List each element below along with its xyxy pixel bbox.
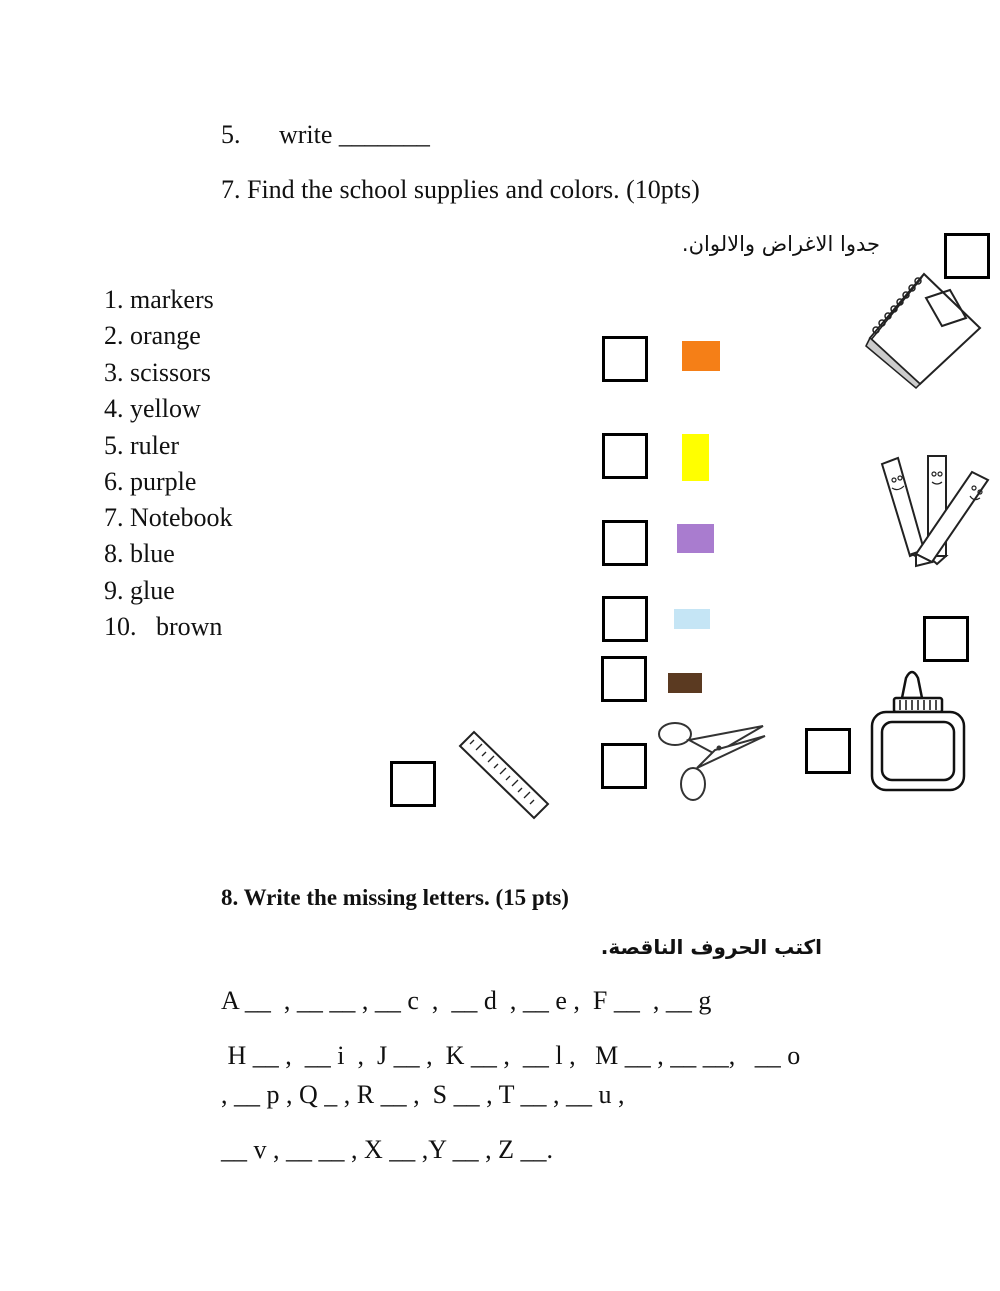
answer-box-scissors[interactable]: [601, 743, 647, 789]
ruler-icon: [452, 724, 557, 824]
list-item: 6. purple: [104, 467, 197, 496]
answer-box-yellow[interactable]: [602, 433, 648, 479]
blue-swatch: [674, 609, 710, 629]
letters-line-1: A __ , __ __ , __ c , __ d , __ e , F __ , __ g: [221, 986, 712, 1015]
markers-icon: [876, 450, 998, 570]
list-item: 2. orange: [104, 321, 201, 350]
question-5-text: write _______: [279, 120, 430, 149]
question-5-number: 5.: [221, 120, 241, 149]
answer-box-blue[interactable]: [602, 596, 648, 642]
question-7-title: 7. Find the school supplies and colors. (10pts): [221, 175, 700, 204]
answer-box-brown[interactable]: [601, 656, 647, 702]
list-item: 8. blue: [104, 539, 175, 568]
letters-line-4: __ v , __ __ , X __ ,Y __ , Z __.: [221, 1135, 553, 1164]
glue-icon: [868, 664, 968, 794]
list-item: 7. Notebook: [104, 503, 233, 532]
yellow-swatch: [682, 434, 709, 481]
question-8-arabic-instruction: اكتب الحروف الناقصة.: [600, 935, 822, 959]
letters-line-2: H __ , __ i , J __ , K __ , __ l , M __ , __ __, __ o: [221, 1041, 801, 1070]
letters-line-3: , __ p , Q _ , R __ , S __ , T __ , __ u ,: [221, 1080, 625, 1109]
answer-box-markers[interactable]: [923, 616, 969, 662]
scissors-icon: [655, 716, 770, 806]
orange-swatch: [682, 341, 720, 371]
list-item: 10. brown: [104, 612, 223, 641]
list-item: 9. glue: [104, 576, 175, 605]
list-item: 4. yellow: [104, 394, 201, 423]
question-7-arabic-instruction: جدوا الاغراض والالوان.: [681, 232, 880, 256]
answer-box-purple[interactable]: [602, 520, 648, 566]
answer-box-orange[interactable]: [602, 336, 648, 382]
question-8-title: 8. Write the missing letters. (15 pts): [221, 885, 569, 910]
answer-box-glue[interactable]: [805, 728, 851, 774]
purple-swatch: [677, 524, 714, 553]
list-item: 3. scissors: [104, 358, 211, 387]
list-item: 1. markers: [104, 285, 214, 314]
list-item: 5. ruler: [104, 431, 180, 460]
brown-swatch: [668, 673, 702, 693]
notebook-icon: [862, 266, 987, 386]
answer-box-ruler[interactable]: [390, 761, 436, 807]
